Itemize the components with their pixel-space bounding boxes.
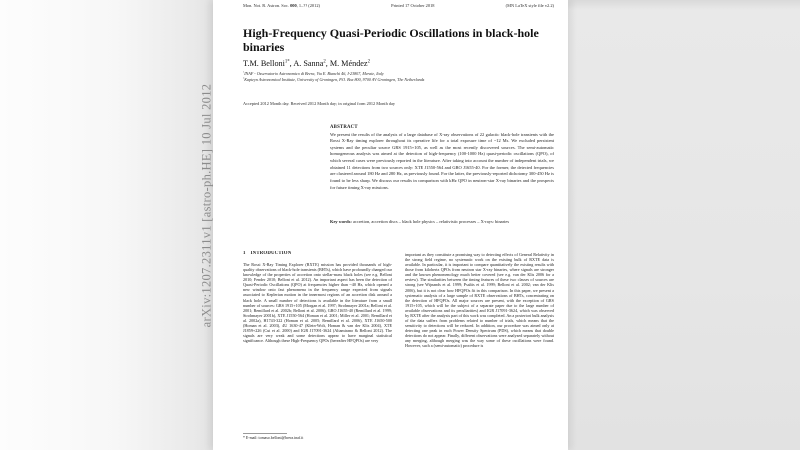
section-heading-introduction bbox=[243, 251, 392, 256]
two-column-body bbox=[243, 251, 554, 450]
intro-paragraph-right: important as they constitute a promising way to detecting effects of General Relativity in the strong field regime, no systematic work on the existing bulk of RXTE data is available. In particular, it is important to compare quantitatively the existing results with those from kilohertz QPOs from neutron star X-ray binaries, where signals are stronger and the known phenomenology much better covered (see e.g. van der Klis 2006 for a review). The similarities between the timing features of these two classes of sources are strong (see Wijnands et al. 1999; Psaltis et al. 1999; Belloni et al. 2002; van der Klis 2006), but it is not clear how HFQPOs fit in this comparison. In this paper, we present a systematic analysis of a large sample of RXTE observations of BHTs, concentrating on the detection of HFQPOs. All major sources are present, with the exception of GRS 1915+105, which will be the subject of a separate paper due to the large number of available observations and its peculiarities) and IGR J17091-3624, which was observed by RXTE after the analysis part of this work was completed. An a posteriori bulk analysis of the data suffers from problems related to number of trials, which means that the sensitivity to detections will be reduced. In addition, our procedure was aimed only at detecting one peak in each Power Density Spectrum (PDS), which means that double detections do not appear. Finally, different observations were analyzed separately without any merging, although merging was the way some of these oscillations were found. However, such a (semi-automatic) procedure is bbox=[405, 252, 554, 349]
intro-column-right bbox=[405, 251, 554, 450]
author-list bbox=[243, 59, 554, 68]
abstract-heading: ABSTRACT bbox=[330, 125, 358, 130]
paper-title bbox=[243, 26, 563, 54]
viewer-background-right bbox=[568, 0, 800, 450]
email-footnote bbox=[243, 433, 392, 440]
dates-line: Accepted 2012 Month day. Received 2012 Month day; in original form 2012 Month day bbox=[243, 101, 395, 106]
affiliation-line: $^2$Kapteyn Astronomical Institute, University of Groningen, P.O. Box 800, 9700 AV Groningen, The Netherlands bbox=[243, 76, 425, 82]
affiliation-line: $^1$INAF - Osservatorio Astronomico di Brera, Via E. Bianchi 46, I-23807, Merate, Italy bbox=[243, 70, 384, 76]
intro-paragraph-left: The Rossi X-Ray Timing Explorer (RXTE) mission has provided thousands of high-quality observations of black-hole transients (BHTs), which have profoundly changed our knowledge of the properties of accretion onto stellar-mass black holes (see e.g. Belloni 2010; Fender 2010; Belloni et al. 2012). An important aspect has been the detection of Quasi-Periodic Oscillations (QPO) at frequencies higher than ~40 Hz, which opened a new window onto fast phenomena in the frequency range expected from signals associated to Keplerian motion in the innermost regions of an accretion disk around a black hole. A small number of detections is available in the literature from a small number of sources: GRS 1915+105 (Morgan et al. 1997; Strohmayer 2001a; Belloni et al. 2001; Remillard et al. 2002b; Belloni et al. 2006), GRO J1655-40 (Remillard et al. 1999; Strohmayer 2001b), XTE J1550-564 (Homan et al. 2001; Miller et al. 2001; Remillard et al. 2002a), H1743-322 (Homan et al. 2005; Remillard et al. 2006), XTE J1650-500 (Homan et al. 2003), 4U 1630-47 (Klein-Wolt, Homan & van der Klis 2004), XTE J1859+226 (Cui et al. 2000) and IGR J17091-3624 (Altamirano & Belloni 2012). The signals are very weak and some detections appear to have marginal statistical significance. Although these High-Frequency QPOs (hereafter HFQPOs) are very bbox=[243, 262, 392, 344]
intro-column-left bbox=[243, 251, 392, 450]
section-number: 1 bbox=[243, 251, 246, 256]
keywords-text: accretion, accretion discs – black hole physics – relativistic processes – X-rays: binaries bbox=[351, 219, 510, 224]
latex-style-note: (MN LaTeX style file v2.2) bbox=[505, 3, 554, 8]
author: A. Sanna$^2$, bbox=[293, 59, 330, 68]
paper-title-line2: binaries bbox=[243, 40, 285, 55]
journal-pages: , 1–?? (2012) bbox=[296, 3, 320, 8]
author-affiliation-mark: 2 bbox=[323, 59, 326, 65]
journal-volume: 000 bbox=[290, 3, 297, 8]
journal-reference: Mon. Not. R. Astron. Soc. 000, 1–?? (2012) bbox=[243, 3, 320, 8]
author-affiliation-mark: 1* bbox=[284, 59, 290, 65]
arxiv-stamp: arXiv:1207.2311v1 [astro-ph.HE] 10 Jul 2012 bbox=[199, 83, 214, 328]
author: M. Méndez$^2$ bbox=[329, 59, 370, 68]
journal-header bbox=[243, 3, 554, 8]
paper-page bbox=[213, 0, 568, 450]
affiliations bbox=[243, 71, 554, 83]
abstract-text: We present the results of the analysis of a large database of X-ray observations of 22 galactic black-hole transients with the Rossi X-Ray timing explorer throughout its operative life for a total exposure time of ~12 Ms. We excluded persistent systems and the peculiar source GRS 1915+105, as well as the most recently discovered sources. The semi-automatic homogeneous analysis was aimed at the detection of high-frequency (100-1000 Hz) quasi-periodic oscillations (QPO), of which several cases were previously reported in the literature. After taking into account the number of independent trials, we obtained 11 detections from two sources only: XTE J1550-564 and GRO J1655-40. For the former, the detected frequencies are clustered around 180 Hz and 280 Hz, as previously found. For the latter, the previously-reported dichotomy 300-450 Hz is found to be less sharp. We discuss our results in comparison with kHz QPO in neutron-star X-ray binaries and the prospects for future timing X-ray missions. bbox=[330, 131, 554, 190]
author-affiliation-mark: 2 bbox=[367, 59, 370, 65]
keywords bbox=[330, 219, 554, 226]
paper-title-line1: High-Frequency Quasi-Periodic Oscillations in black-hole bbox=[243, 26, 539, 40]
section-title: INTRODUCTION bbox=[250, 251, 292, 256]
abstract-section bbox=[330, 125, 554, 191]
email-footnote-text: * E-mail: tomaso.belloni@brera.inaf.it bbox=[243, 436, 304, 440]
viewer-background-left bbox=[0, 0, 213, 450]
printed-date: Printed 17 October 2018 bbox=[391, 3, 435, 8]
keywords-label: Key words: bbox=[330, 219, 352, 224]
footnote-rule bbox=[243, 433, 287, 434]
author: T.M. Belloni$^{1*}$, bbox=[243, 59, 294, 68]
